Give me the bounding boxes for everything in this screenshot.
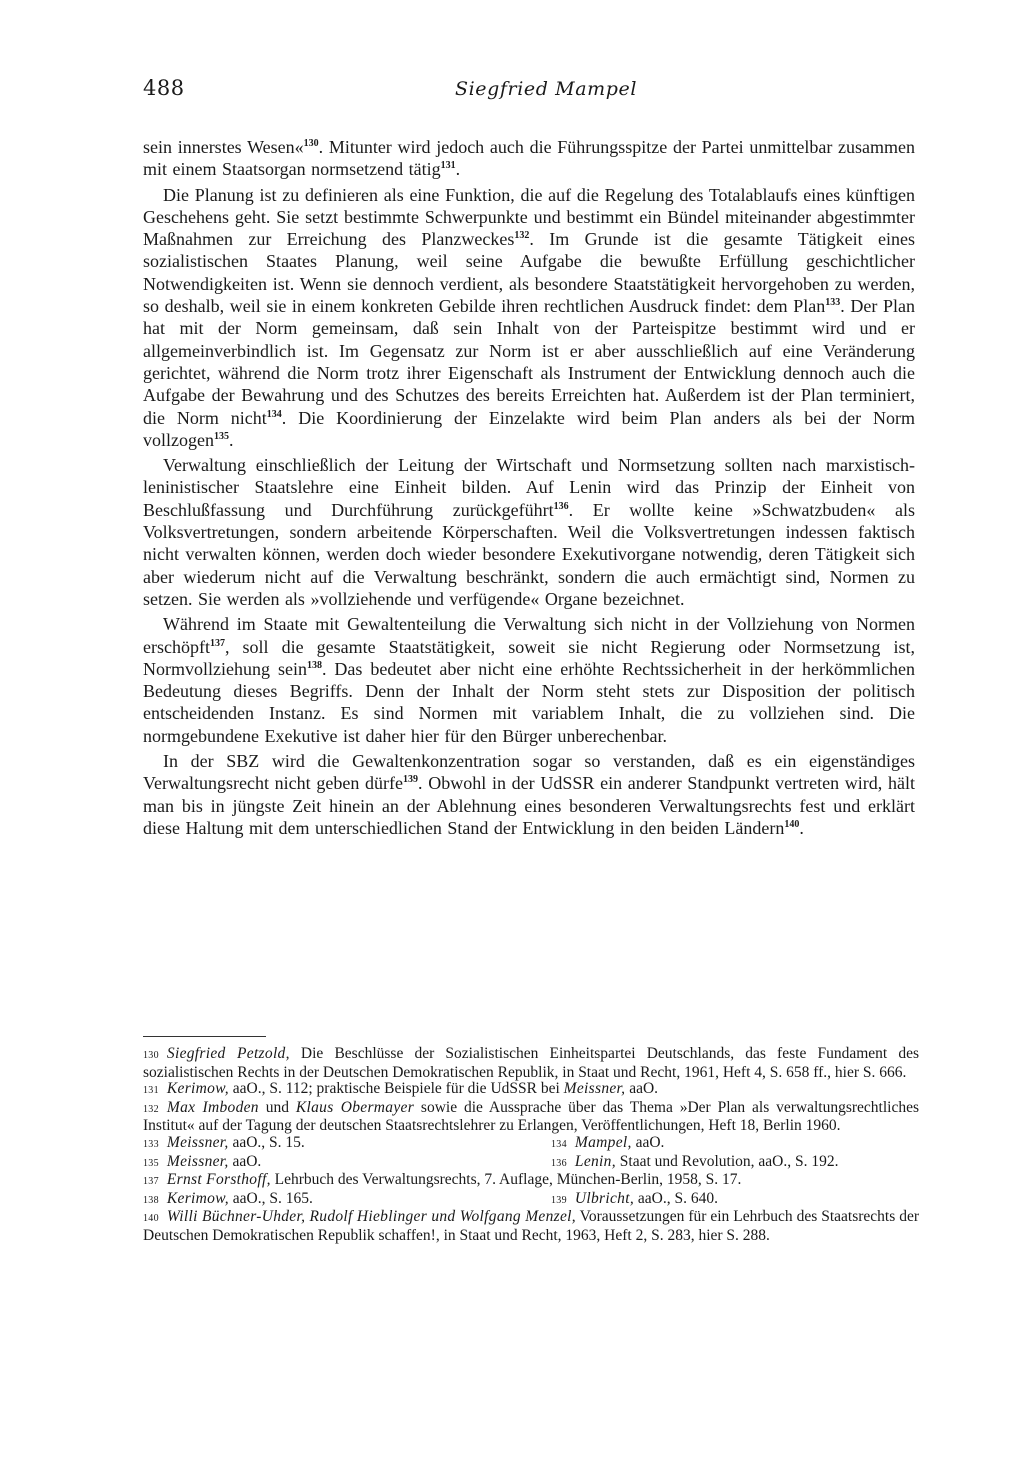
footnote-reference: 130: [303, 138, 319, 149]
footnote-reference: 137: [209, 637, 225, 649]
footnote: [143, 1135, 551, 1154]
text-run: Verwaltung einschließlich der Leitung der Wirtschaft und Normsetzung sollten nach marxistisch-leninistischer Staatslehre eine Einheit bilden. Auf Lenin wird das Prinzip der Einheit von Beschlußfassung und Durchführung zurückgeführt: [143, 455, 915, 520]
paragraph: [143, 613, 915, 747]
footnote: [551, 1191, 919, 1210]
author-name: Siegfried Petzold,: [166, 1045, 290, 1062]
text-run: . Er wollte keine »Schwatzbuden« als Volksvertretungen, sondern arbeitende Körperschaften. Weil die Volksvertretungen indessen faktisch nicht verwalten können, werden doch wieder besondere Exekutivorgane notwendig, deren Tätigkeit sich aber wiederum nicht auf die Verwaltung beschränkt, sondern die auch ermächtigt sind, Normen zu setzen. Sie werden als »vollziehende und verfügende« Organe bezeichnet.: [143, 499, 915, 609]
footnote: [143, 1046, 919, 1081]
footnote-reference: 136: [553, 500, 569, 512]
footnote-number: 138: [143, 1194, 159, 1206]
footnote-number: 132: [143, 1103, 159, 1115]
author-name: Lenin,: [574, 1152, 616, 1170]
text-run: aaO., S. 165.: [228, 1189, 313, 1207]
footnote-reference: 140: [784, 818, 800, 830]
text-run: aaO., S. 640.: [634, 1189, 718, 1207]
author-name: Max Imboden: [166, 1098, 259, 1116]
text-run: aaO., S. 112; praktische Beispiele für die UdSSR bei: [228, 1080, 564, 1098]
author-name: Meissner,: [166, 1152, 229, 1170]
text-run: . Im Grunde ist die gesamte Tätigkeit eines sozialistischen Staates Planung, weil seine Aufgabe die bewußte Erfüllung geschichtlicher Notwendigkeiten ist. Wenn sie dennoch verdient, als besondere Staatstätigkeit hervorgehoben zu werden, so deshalb, weil sie in einem konkreten Gebilde ihren rechtlichen Ausdruck findet: dem Plan: [143, 229, 915, 317]
footnote-number: 131: [143, 1085, 159, 1097]
footnote-reference: 132: [514, 230, 530, 242]
text-run: . Der Plan hat mit der Norm gemeinsam, daß sein Inhalt von der Parteispitze bestimmt wird und er allgemeinverbindlich ist. Im Gegensatz zur Norm ist er aber ausschließlich auf eine Veränderung gerichtet, während die Norm trotz ihrer Eigenschaft als Instrument der Entwicklung dennoch auch die Aufgabe der Bewahrung und des Schutzes des bereits Erreichten hat. Außerdem ist der Plan terminiert, die Norm nicht: [143, 296, 916, 428]
text-run: Voraussetzungen für ein Lehrbuch des Staatsrechts der Deutschen Demokratischen Republik schaffen!, in Staat und Recht, 1963, Heft 2, S. 283, hier S. 288.: [143, 1208, 919, 1244]
author-name: Kerimow,: [166, 1080, 229, 1098]
text-run: . Die Koordinierung der Einzelakte wird beim Plan anders als bei der Norm vollzogen: [143, 407, 915, 450]
text-run: sowie die Aussprache über das Thema »Der Plan als verwaltungsrechtliches Institut« auf der Tagung der deutschen Staatsrechtslehrer zu Erlangen, Veröffentlichungen, Heft 18, Berlin 1960.: [143, 1098, 919, 1135]
text-run: sein innerstes Wesen«: [143, 137, 304, 157]
footnote-row: [143, 1135, 919, 1154]
text-run: . Mitunter wird jedoch auch die Führungsspitze der Partei unmittelbar zusammen mit einem Staatsorgan normsetzend tätig: [143, 137, 916, 180]
footnote-row: [143, 1191, 919, 1210]
author-name: Meissner,: [563, 1080, 626, 1098]
footnote-reference: 131: [440, 160, 456, 172]
footnote: [143, 1191, 551, 1210]
footnote: [143, 1100, 919, 1135]
text-run: Staat und Revolution, aaO., S. 192.: [615, 1152, 839, 1170]
footnote-reference: 135: [213, 430, 229, 442]
footnote-number: 135: [143, 1157, 159, 1169]
text-run: , soll die gesamte Staatstätigkeit, soweit sie nicht Regierung oder Normsetzung ist, Normvollziehung sein: [143, 636, 915, 679]
footnote-reference: 133: [825, 297, 841, 309]
footnote-number: 140: [143, 1213, 159, 1225]
paragraph: [143, 184, 915, 452]
footnote-number: 137: [143, 1176, 159, 1188]
main-text: [143, 136, 915, 839]
footnote-number: 130: [143, 1050, 159, 1061]
text-run: .: [799, 817, 804, 838]
footnote: [143, 1081, 919, 1100]
text-run: Die Beschlüsse der Sozialistischen Einheitspartei Deutschlands, das feste Fundament des sozialistischen Rechts in der Deutschen Demokratischen Republik, in Staat und Recht, 1961, Heft 4, S. 658 ff., hier S. 666.: [143, 1045, 920, 1081]
author-name: Ulbricht,: [574, 1189, 635, 1207]
footnote: [551, 1135, 919, 1154]
page-number: 488: [143, 76, 185, 100]
text-run: Während im Staate mit Gewaltenteilung die Verwaltung sich nicht in der Vollziehung von Normen erschöpft: [143, 614, 915, 657]
text-run: aaO., S. 15.: [228, 1133, 305, 1151]
footnote-row: [143, 1154, 919, 1173]
footnote: [143, 1154, 551, 1173]
text-run: .: [228, 429, 234, 450]
text-run: In der SBZ wird die Gewaltenkonzentration sogar so verstanden, daß es ein eigenständiges Verwaltungsrecht nicht geben dürfe: [143, 751, 915, 794]
text-run: und: [258, 1098, 296, 1116]
author-name: Meissner,: [166, 1133, 229, 1151]
footnote-reference: 138: [306, 659, 322, 671]
running-head: Siegfried Mampel: [455, 78, 638, 100]
footnote-reference: 134: [266, 408, 282, 420]
footnote: [143, 1172, 919, 1191]
footnote: [143, 1209, 919, 1244]
text-run: aaO.: [228, 1152, 262, 1170]
footnote-number: 136: [551, 1157, 567, 1169]
footnote-divider: [143, 1036, 266, 1037]
footnotes: [143, 1046, 919, 1245]
paragraph: [143, 750, 915, 839]
text-run: .: [455, 159, 461, 180]
text-run: aaO.: [631, 1133, 665, 1151]
footnote-number: 139: [551, 1194, 567, 1206]
author-name: Klaus Obermayer: [295, 1098, 415, 1116]
footnote: [551, 1154, 919, 1173]
paragraph: [143, 136, 915, 181]
text-run: aaO.: [625, 1080, 659, 1098]
text-run: . Obwohl in der UdSSR ein anderer Standpunkt vertreten wird, hält man bis in jüngste Zeit hinein an der Ablehnung eines besonderen Verwaltungsrechts fest und erklärt diese Haltung mit dem unterschiedlichen Stand der Entwicklung in den beiden Ländern: [143, 773, 915, 838]
footnote-number: 133: [143, 1138, 159, 1150]
text-run: Lehrbuch des Verwaltungsrechts, 7. Auflage, München-Berlin, 1958, S. 17.: [270, 1171, 742, 1189]
author-name: Ernst Forsthoff,: [166, 1171, 271, 1189]
paragraph: [143, 454, 915, 610]
text-run: Die Planung ist zu definieren als eine Funktion, die auf die Regelung des Totalablaufs eines künftigen Geschehens geht. Sie setzt bestimmte Schwerpunkte und bestimmt ein Bündel miteinander abgestimmter Maßnahmen zur Erreichung des Planzweckes: [143, 184, 915, 250]
author-name: Kerimow,: [166, 1189, 229, 1207]
text-run: . Das bedeutet aber nicht eine erhöhte Rechtssicherheit in der herkömmlichen Bedeutung dieses Begriffs. Denn der Inhalt der Norm steht stets zur Disposition der politisch entscheidenden Instanz. Es sind Normen mit variablem Inhalt, die zu vollziehen sind. Die normgebundene Exekutive ist daher hier für den Bürger unberechenbar.: [143, 658, 915, 746]
footnote-number: 134: [551, 1138, 567, 1150]
author-name: Mampel,: [574, 1133, 632, 1151]
footnote-reference: 139: [403, 774, 419, 786]
author-name: Willi Büchner-Uhder, Rudolf Hieblinger und Wolfgang Menzel,: [166, 1208, 576, 1226]
